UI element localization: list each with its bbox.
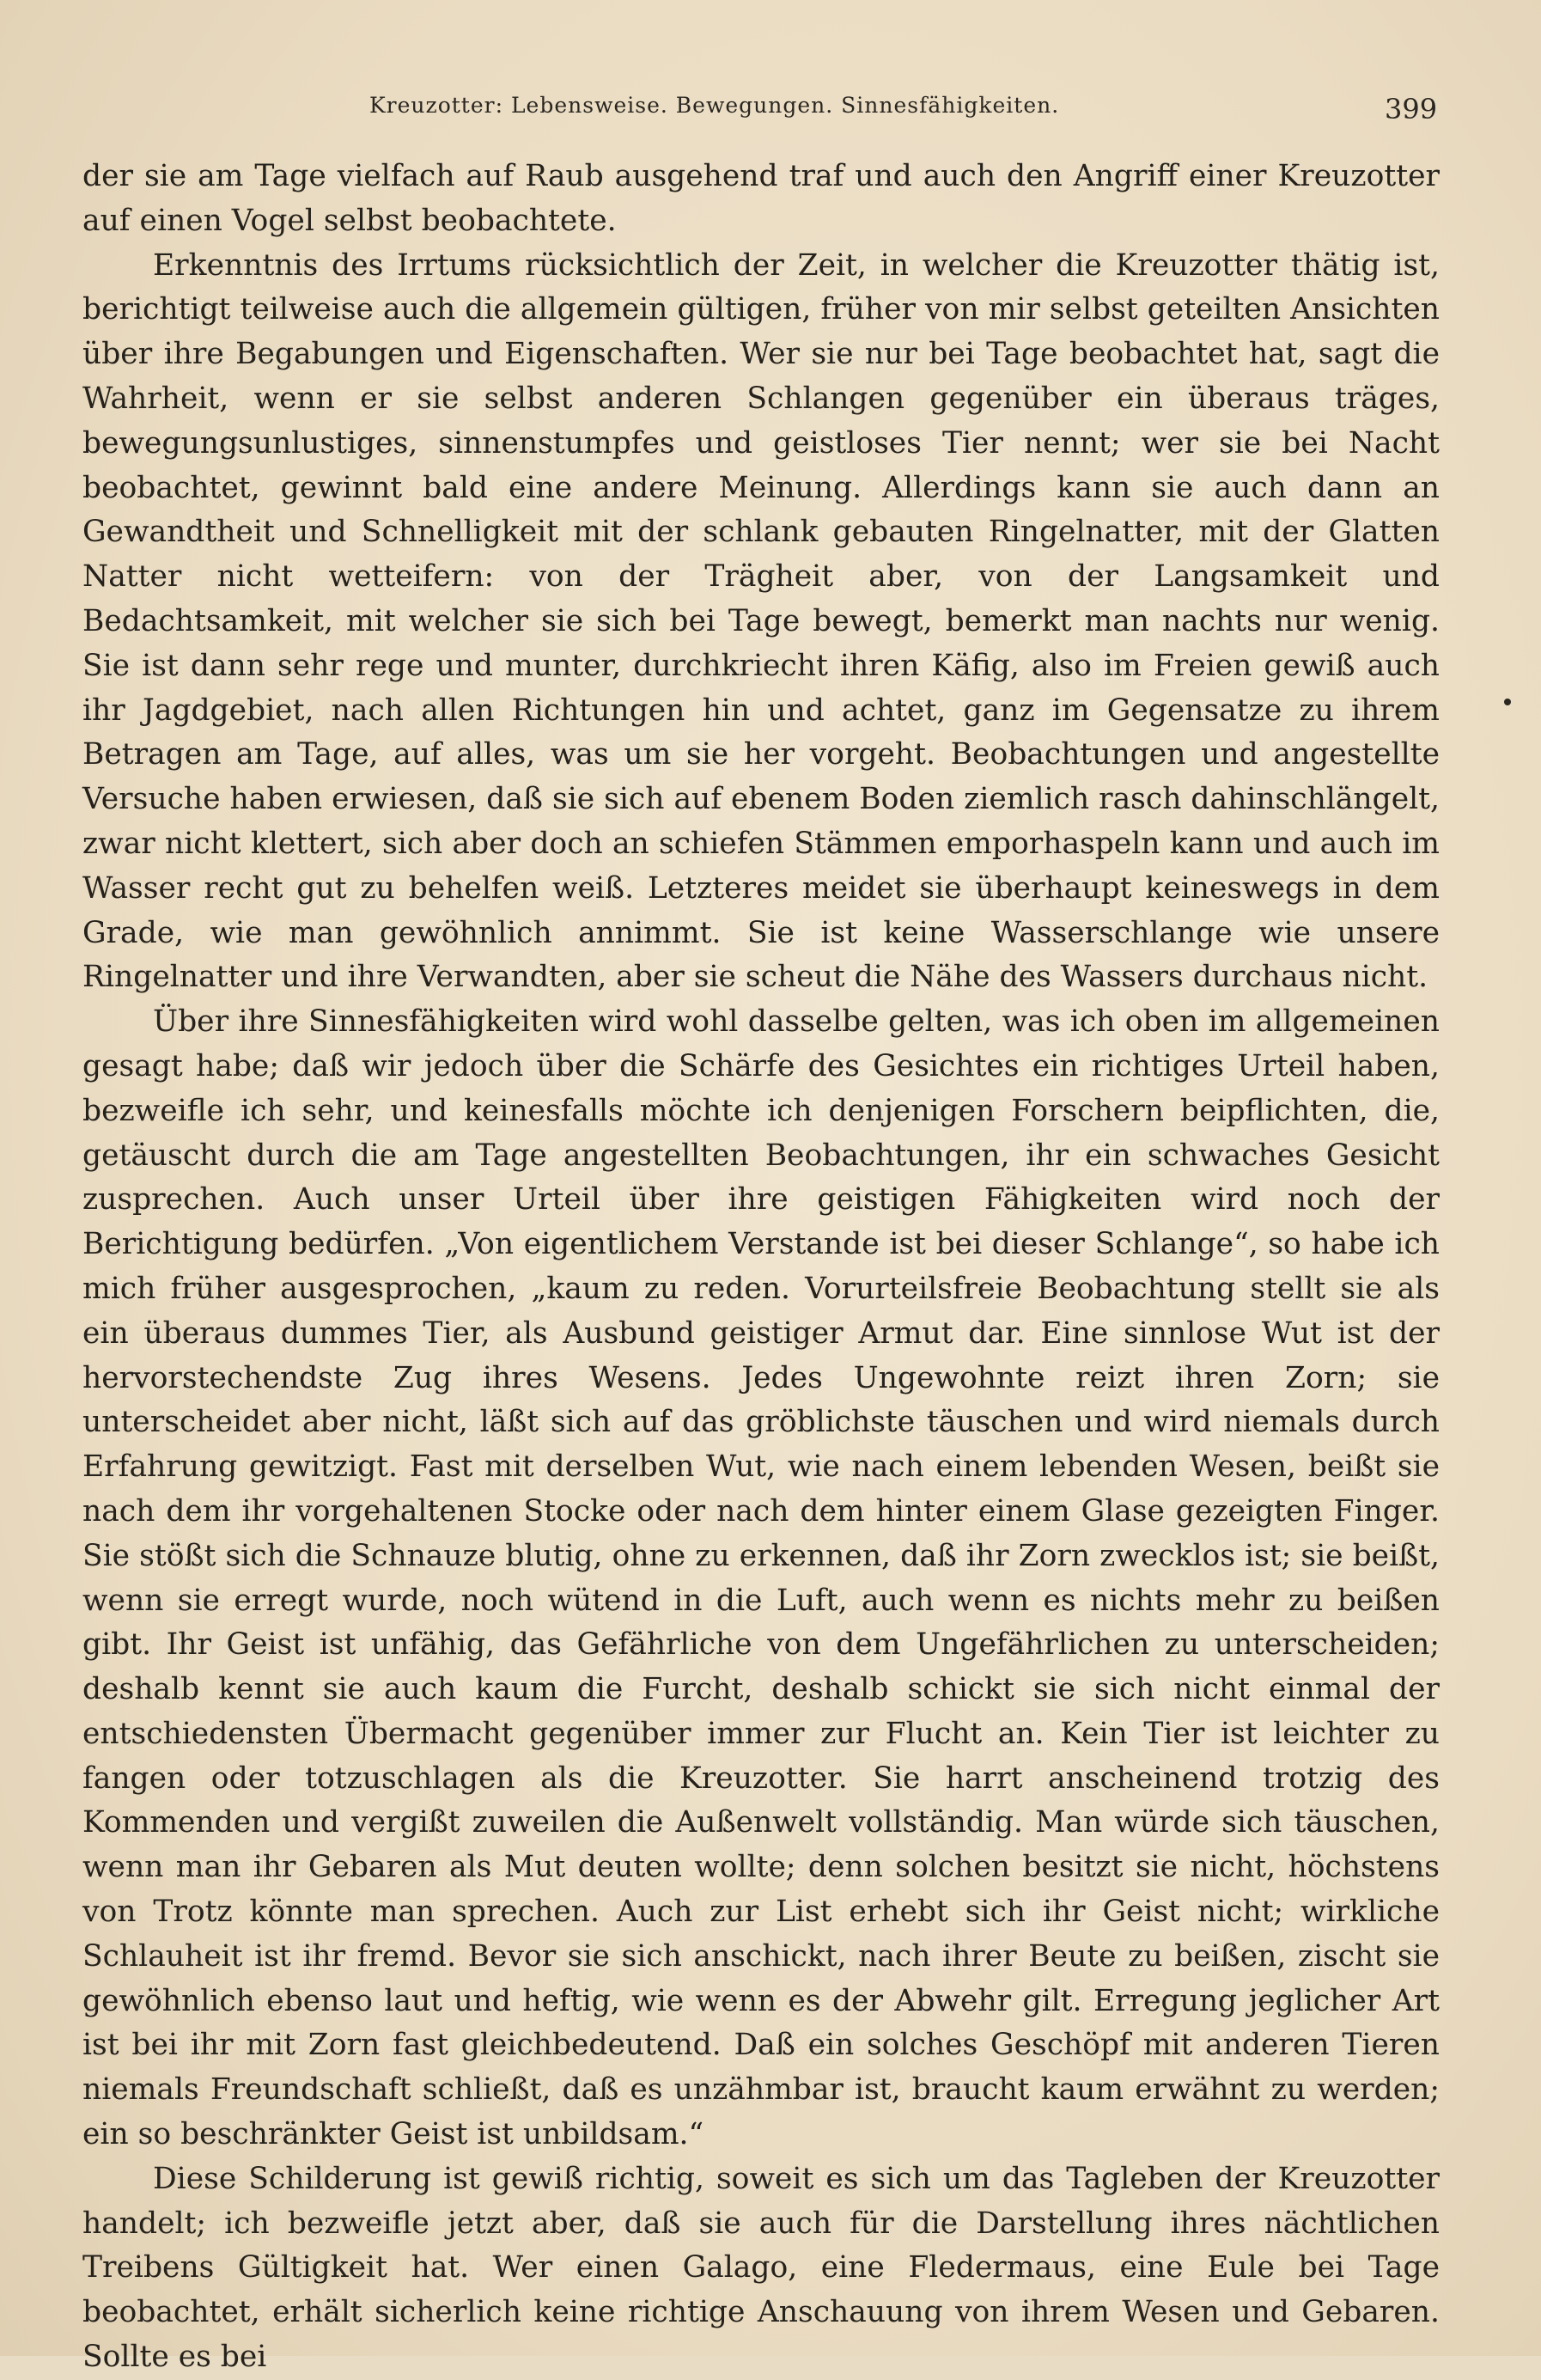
paragraph: Diese Schilderung ist gewiß richtig, soweit es sich um das Tagleben der Kreuzotter handelt; ich bezweifle jetzt aber, daß sie auch für die Darstellung ihres nächtlichen Treibens Gültigkeit hat. Wer einen Galago, eine Fledermaus, eine Eule bei Tage beobachtet, erhält sicherlich keine richtige Anschauung von ihrem Wesen und Gebaren. Sollte es bei (82, 2161, 1440, 2375)
paragraph-continuation: der sie am Tage vielfach auf Raub ausgehend traf und auch den Angriff einer Kreuzotter auf einen Vogel selbst beobachtete. (82, 159, 1440, 238)
running-title: Kreuzotter: Lebensweise. Bewegungen. Sinnesfähigkeiten. (369, 93, 1060, 118)
paragraph: Erkenntnis des Irrtums rücksichtlich der Zeit, in welcher die Kreuzotter thätig ist, berichtigt teilweise auch die allgemein gültigen, früher von mir selbst geteilten Ansichten über ihre Begabungen und Eigenschaften. Wer sie nur bei Tage beobachtet hat, sagt die Wahrheit, wenn er sie selbst anderen Schlangen gegenüber ein überaus träges, bewegungsunlustiges, sinnenstumpfes und geistloses Tier nennt; wer sie bei Nacht beobachtet, gewinnt bald eine andere Meinung. Allerdings kann sie auch dann an Gewandtheit und Schnelligkeit mit der schlank gebauten Ringelnatter, mit der Glatten Natter nicht wetteifern: von der Trägheit aber, von der Langsamkeit und Bedachtsamkeit, mit welcher sie sich bei Tage bewegt, bemerkt man nachts nur wenig. Sie ist dann sehr rege und munter, durchkriecht ihren Käfig, also im Freien gewiß auch ihr Jagdgebiet, nach allen Richtungen hin und achtet, ganz im Gegensatze zu ihrem Betragen am Tage, auf alles, was um sie her vorgeht. Beobachtungen und angestellte Versuche haben erwiesen, daß sie sich auf ebenem Boden ziemlich rasch dahinschlängelt, zwar nicht klettert, sich aber doch an schiefen Stämmen emporhaspeln kann und auch im Wasser recht gut zu behelfen weiß. Letzteres meidet sie überhaupt keineswegs in dem Grade, wie man gewöhnlich annimmt. Sie ist keine Wasserschlange wie unsere Ringelnatter und ihre Verwandten, aber sie scheut die Nähe des Wassers durchaus nicht. (82, 247, 1440, 995)
running-head (0, 93, 1541, 127)
ink-speck (1504, 699, 1511, 705)
page-number: 399 (1385, 93, 1438, 125)
paragraph: Über ihre Sinnesfähigkeiten wird wohl dasselbe gelten, was ich oben im allgemeinen gesagt habe; daß wir jedoch über die Schärfe des Gesichtes ein richtiges Urteil haben, bezweifle ich sehr, und keinesfalls möchte ich denjenigen Forschern beipflichten, die, getäuscht durch die am Tage angestellten Beobachtungen, ihr ein schwaches Gesicht zusprechen. Auch unser Urteil über ihre geistigen Fähigkeiten wird noch der Berichtigung bedürfen. „Von eigentlichem Verstande ist bei dieser Schlange“, so habe ich mich früher ausgesprochen, „kaum zu reden. Vorurteilsfreie Beobachtung stellt sie als ein überaus dummes Tier, als Ausbund geistiger Armut dar. Eine sinnlose Wut ist der hervorstechendste Zug ihres Wesens. Jedes Ungewohnte reizt ihren Zorn; sie unterscheidet aber nicht, läßt sich auf das gröblichste täuschen und wird niemals durch Erfahrung gewitzigt. Fast mit derselben Wut, wie nach einem lebenden Wesen, beißt sie nach dem ihr vorgehaltenen Stocke oder nach dem hinter einem Glase gezeigten Finger. Sie stößt sich die Schnauze blutig, ohne zu erkennen, daß ihr Zorn zwecklos ist; sie beißt, wenn sie erregt wurde, noch wütend in die Luft, auch wenn es nichts mehr zu beißen gibt. Ihr Geist ist unfähig, das Gefährliche von dem Ungefährlichen zu unterscheiden; deshalb kennt sie auch kaum die Furcht, deshalb schickt sie sich nicht einmal der entschiedensten Übermacht gegenüber immer zur Flucht an. Kein Tier ist leichter zu fangen oder totzuschlagen als die Kreuzotter. Sie harrt anscheinend trotzig des Kommenden und vergißt zuweilen die Außenwelt vollständig. Man würde sich täuschen, wenn man ihr Gebaren als Mut deuten wollte; denn solchen besitzt sie nicht, höchstens von Trotz könnte man sprechen. Auch zur List erhebt sich ihr Geist nicht; wirkliche Schlauheit ist ihr fremd. Bevor sie sich anschickt, nach ihrer Beute zu beißen, zischt sie gewöhnlich ebenso laut und heftig, wie wenn es der Abwehr gilt. Erregung jeglicher Art ist bei ihr mit Zorn fast gleichbedeutend. Daß ein solches Geschöpf mit anderen Tieren niemals Freundschaft schließt, daß es unzähmbar ist, braucht kaum erwähnt zu werden; ein so beschränkter Geist ist unbildsam.“ (82, 1004, 1440, 2152)
body-text (82, 155, 1440, 2380)
